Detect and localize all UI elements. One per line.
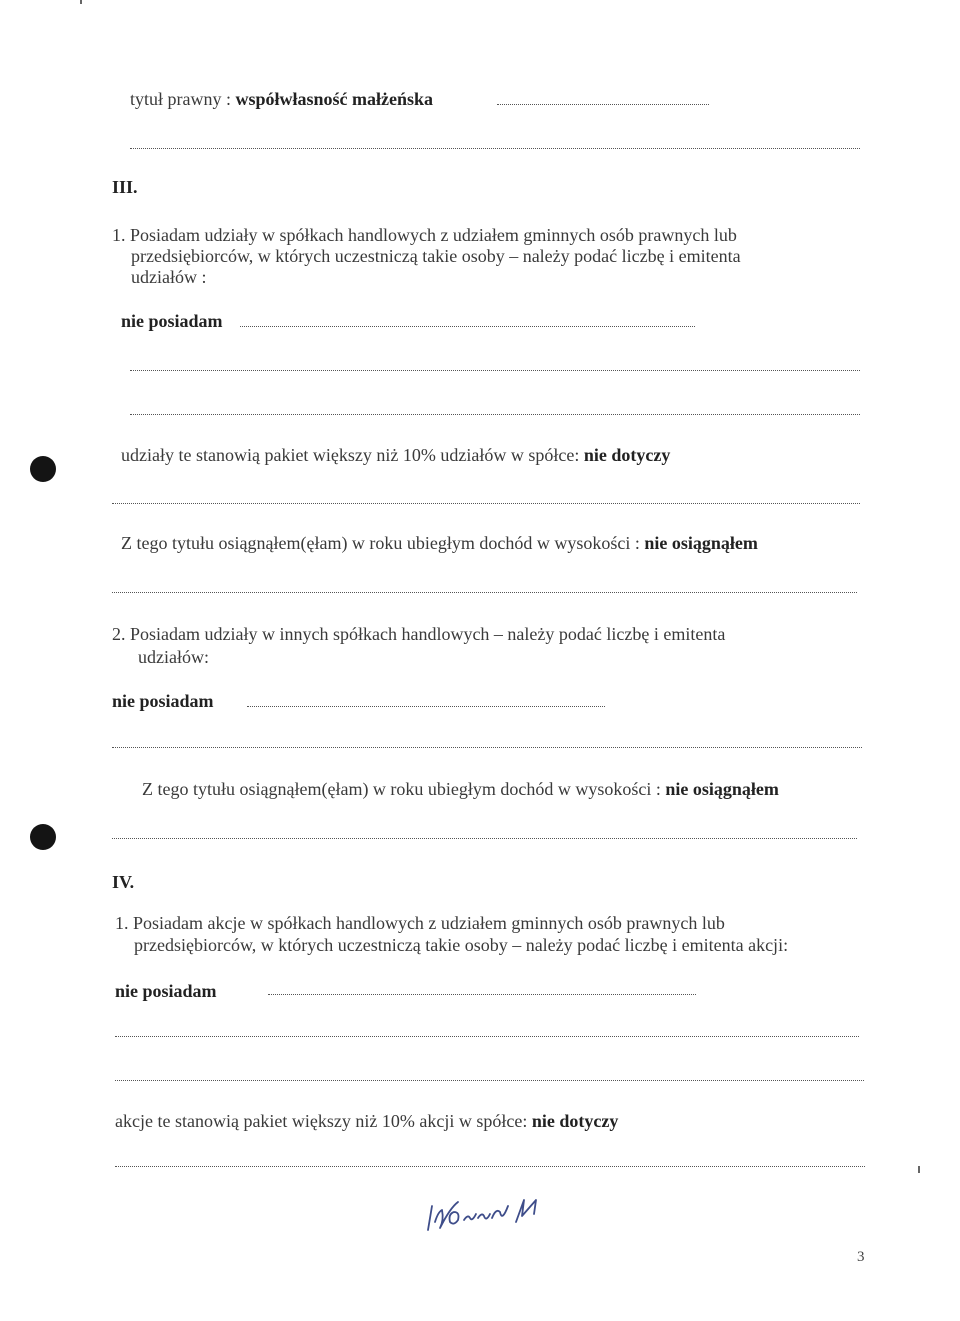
dotted-line [115,1080,864,1081]
answer-text: nie posiadam [121,311,223,331]
dotted-line [112,747,862,748]
scan-artifact [918,1166,920,1173]
share-value: nie dotyczy [531,1111,619,1131]
answer-text: nie posiadam [115,981,217,1001]
dotted-line [130,370,860,371]
income-line [121,532,758,554]
income-label: Z tego tytułu osiągnąłem(ęłam) w roku ubiegłym dochód w wysokości : [121,533,640,553]
dotted-line [112,838,857,839]
punch-hole [30,824,56,850]
item-text-line: 1. Posiadam akcje w spółkach handlowych z udziałem gminnych osób prawnych lub [115,913,725,933]
legal-title-value: współwłasność małżeńska [235,89,434,109]
answer-text: nie posiadam [112,691,214,711]
share-line [115,1110,618,1132]
legal-title-line [130,88,433,110]
income-label: Z tego tytułu osiągnąłem(ęłam) w roku ubiegłym dochód w wysokości : [142,779,661,799]
dotted-line [112,503,860,504]
income-value: nie osiągnąłem [665,779,779,799]
item-text-line: 1. Posiadam udziały w spółkach handlowych z udziałem gminnych osób prawnych lub [112,225,737,245]
dotted-line [112,592,857,593]
handwritten-signature [420,1192,560,1242]
income-line [142,778,779,800]
item-text-line: przedsiębiorców, w których uczestniczą takie osoby – należy podać liczbę i emitenta [131,246,741,266]
share-label: udziały te stanowią pakiet większy niż 10% udziałów w spółce: [121,445,580,465]
dotted-line [247,706,605,707]
legal-title-label: tytuł prawny : [130,89,231,109]
item-text-line: 2. Posiadam udziały w innych spółkach handlowych – należy podać liczbę i emitenta [112,624,726,644]
section-heading-iii: III. [112,177,138,197]
dotted-line [130,148,860,149]
punch-hole [30,456,56,482]
scan-artifact [80,0,82,4]
section-heading-iv: IV. [112,872,135,892]
item-text-line: udziałów : [131,267,207,287]
share-label: akcje te stanowią pakiet większy niż 10% akcji w spółce: [115,1111,528,1131]
share-line [121,444,670,466]
dotted-line [497,104,709,105]
dotted-line [268,994,696,995]
item-text-line: udziałów: [138,647,209,667]
item-text-line: przedsiębiorców, w których uczestniczą takie osoby – należy podać liczbę i emitenta akcji: [134,935,789,955]
dotted-line [115,1036,859,1037]
dotted-line [115,1166,865,1167]
dotted-line [240,326,695,327]
share-value: nie dotyczy [583,445,671,465]
income-value: nie osiągnąłem [644,533,758,553]
dotted-line [130,414,860,415]
page-number: 3 [857,1249,865,1265]
